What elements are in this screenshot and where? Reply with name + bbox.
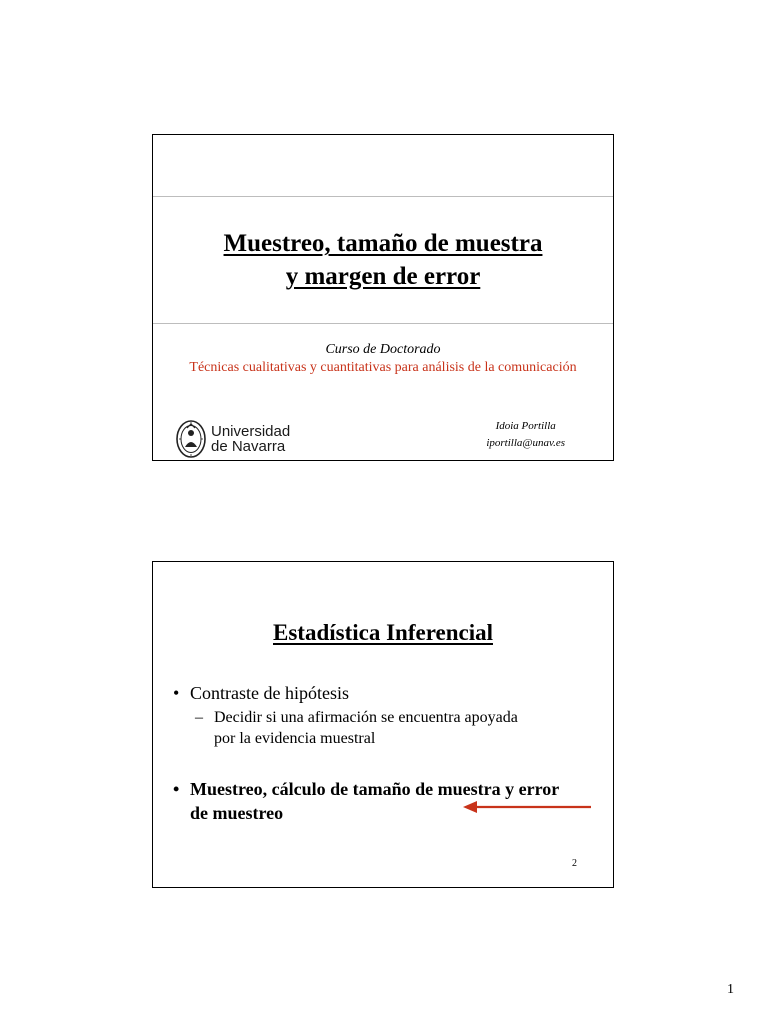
dash-icon: –	[195, 709, 203, 726]
title-line-2: y margen de error	[285, 263, 481, 290]
page-number: 1	[727, 982, 734, 997]
university-logo	[175, 419, 325, 459]
author-email[interactable]: iportilla@unav.es	[486, 437, 565, 449]
slide-2-title: Estadística Inferencial	[273, 620, 493, 645]
author-name: Idoia Portilla	[495, 420, 556, 432]
course-name: Técnicas cualitativas y cuantitativas para análisis de la comunicación	[189, 360, 577, 375]
logo-text-line-1: Universidad	[211, 423, 291, 440]
slide-1	[152, 134, 614, 461]
slide-1-title	[153, 227, 613, 293]
sub-bullet-item	[195, 707, 518, 749]
bullet-dot-icon: •	[173, 779, 180, 799]
author-block	[486, 418, 565, 452]
bullet-1-text: Contraste de hipótesis	[190, 683, 349, 703]
divider-top	[153, 196, 613, 197]
university-seal-icon	[175, 419, 207, 459]
logo-text-line-2: de Navarra	[211, 438, 286, 455]
bullet-dot-icon: •	[173, 683, 180, 703]
title-line-1: Muestreo, tamaño de muestra	[223, 230, 543, 257]
slide-2	[152, 561, 614, 888]
divider-bottom	[153, 323, 613, 324]
left-arrow-icon	[463, 800, 593, 814]
course-type: Curso de Doctorado	[325, 342, 441, 357]
sub-bullet-line-2: por la evidencia muestral	[214, 730, 376, 747]
bullet-item-1	[173, 681, 349, 705]
slide-number: 2	[572, 858, 577, 869]
sub-bullet-line-1: Decidir si una afirmación se encuentra apoyada	[214, 709, 518, 726]
bullet-2-text: Muestreo, cálculo de tamaño de muestra y error de muestreo	[190, 779, 559, 823]
